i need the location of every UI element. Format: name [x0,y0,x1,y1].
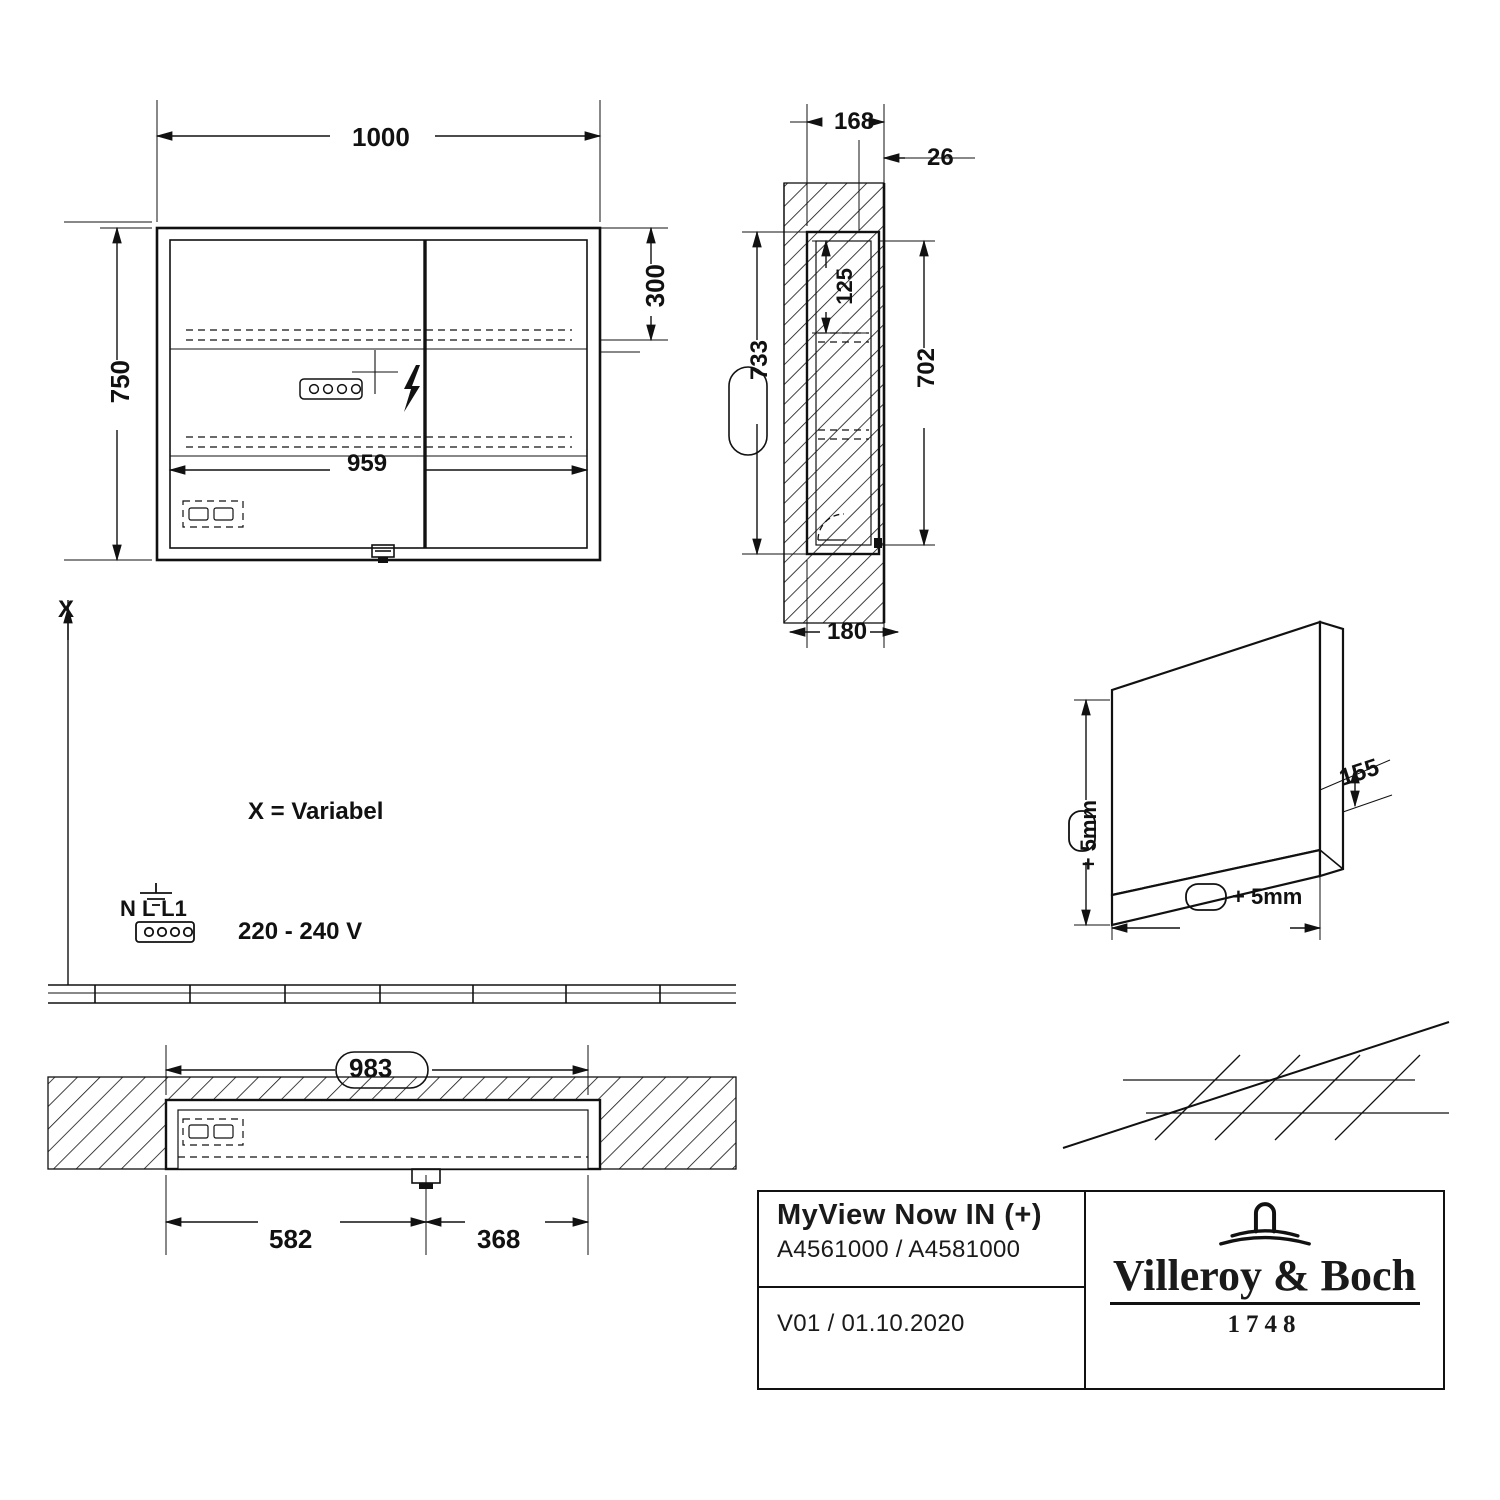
article-numbers: A4561000 / A4581000 [777,1236,1021,1264]
power-voltage: 220 - 240 V [238,918,363,945]
villeroy-boch-logo-icon [1180,1198,1350,1250]
dim-front-inner-width: 959 [347,450,388,477]
brand-divider [1110,1302,1420,1305]
product-name: MyView Now IN (+) [777,1199,1042,1231]
dim-niche-depth: 155 [1336,753,1383,792]
dim-side-niche-depth: 180 [827,618,868,645]
title-block-version-cell [759,1288,1084,1388]
title-block-product-cell [759,1192,1084,1288]
brand-block [1086,1251,1443,1339]
title-block-left [759,1192,1086,1388]
power-terminal-labels: N L L1 [120,896,187,921]
note-variable: X = Variabel [248,798,384,825]
dim-front-width: 1000 [352,122,410,152]
dim-front-height: 750 [105,360,135,404]
title-block [757,1190,1445,1390]
dim-side-shelf-spacing: 125 [832,268,857,305]
dim-niche-tolerance-horizontal: + 5mm [1232,884,1303,909]
dim-plan-left-segment: 582 [269,1224,313,1254]
brand-year: 1748 [1227,1311,1302,1338]
version-date: V01 / 01.10.2020 [777,1310,965,1337]
dim-front-upper-section: 300 [640,264,670,308]
dim-side-front-offset: 26 [927,144,954,171]
dim-niche-tolerance-vertical: + 5mm [1076,800,1101,871]
title-block-brand-cell [1086,1192,1443,1388]
dim-side-height-total: 733 [746,340,773,381]
brand-name: Villeroy & Boch [1112,1251,1417,1300]
dim-plan-niche-width: 983 [349,1053,393,1083]
dim-plan-right-segment: 368 [477,1224,521,1254]
dim-side-depth-total: 168 [834,108,875,135]
dim-side-inner-height: 702 [913,348,940,389]
label-x-marker: X [58,596,75,623]
